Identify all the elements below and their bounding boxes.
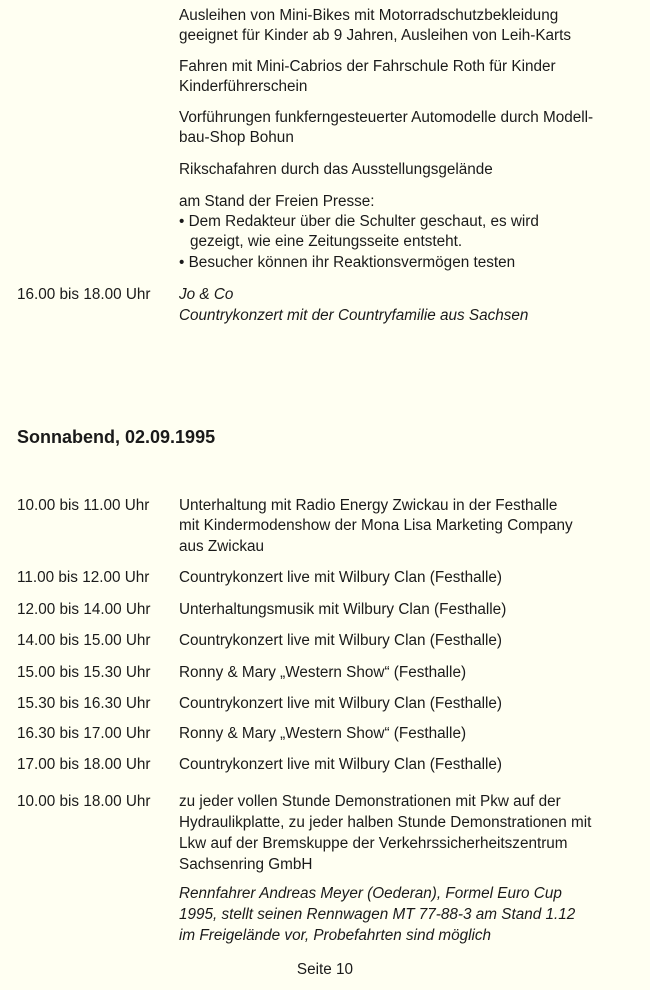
event-description: Countrykonzert live mit Wilbury Clan (Festhalle) xyxy=(179,756,503,773)
event-description: Countrykonzert live mit Wilbury Clan (Festhalle) xyxy=(179,632,503,649)
bullet-line: • Dem Redakteur über die Schulter geschaut, es wird xyxy=(179,213,539,230)
event-description: Unterhaltung mit Radio Energy Zwickau in der Festhalle xyxy=(179,497,558,514)
text-line: Kinderführerschein xyxy=(179,78,308,95)
text-line: Rikschafahren durch das Ausstellungsgelände xyxy=(179,161,493,178)
event-description: Countrykonzert mit der Countryfamilie aus Sachsen xyxy=(179,307,529,324)
text-line: geeignet für Kinder ab 9 Jahren, Ausleihen von Leih-Karts xyxy=(179,27,572,44)
time-range: 17.00 bis 18.00 Uhr xyxy=(17,756,151,773)
time-range: 15.30 bis 16.30 Uhr xyxy=(17,695,151,712)
event-description: Ronny & Mary „Western Show“ (Festhalle) xyxy=(179,725,467,742)
time-range: 16.30 bis 17.00 Uhr xyxy=(17,725,151,742)
time-range: 11.00 bis 12.00 Uhr xyxy=(17,569,150,586)
time-range: 10.00 bis 11.00 Uhr xyxy=(17,497,150,514)
event-description: Hydraulikplatte, zu jeder halben Stunde Demonstrationen mit xyxy=(179,814,592,831)
note-line: 1995, stellt seinen Rennwagen MT 77-88-3 am Stand 1.12 xyxy=(179,906,576,923)
event-title: Jo & Co xyxy=(179,286,234,303)
event-description: Countrykonzert live mit Wilbury Clan (Festhalle) xyxy=(179,569,503,586)
time-range: 10.00 bis 18.00 Uhr xyxy=(17,793,151,810)
bullet-line: • Besucher können ihr Reaktionsvermögen testen xyxy=(179,254,516,271)
page-number: Seite 10 xyxy=(296,961,354,978)
time-range: 14.00 bis 15.00 Uhr xyxy=(17,632,151,649)
event-description: Unterhaltungsmusik mit Wilbury Clan (Festhalle) xyxy=(179,601,507,618)
event-description: zu jeder vollen Stunde Demonstrationen mit Pkw auf der xyxy=(179,793,561,810)
text-line: Vorführungen funkferngesteuerter Automodelle durch Modell- xyxy=(179,109,594,126)
text-line: Ausleihen von Mini-Bikes mit Motorradschutzbekleidung xyxy=(179,7,559,24)
text-line: Fahren mit Mini-Cabrios der Fahrschule Roth für Kinder xyxy=(179,58,556,75)
text-line: bau-Shop Bohun xyxy=(179,129,294,146)
event-description: Sachsenring GmbH xyxy=(179,856,313,873)
text-line: am Stand der Freien Presse: xyxy=(179,193,375,210)
event-description: mit Kindermodenshow der Mona Lisa Marketing Company xyxy=(179,517,573,534)
time-range: 15.00 bis 15.30 Uhr xyxy=(17,664,151,681)
event-description: Countrykonzert live mit Wilbury Clan (Festhalle) xyxy=(179,695,503,712)
text-line: gezeigt, wie eine Zeitungsseite entsteht. xyxy=(190,233,463,250)
note-line: im Freigelände vor, Probefahrten sind möglich xyxy=(179,927,492,944)
event-description: Ronny & Mary „Western Show“ (Festhalle) xyxy=(179,664,467,681)
event-description: aus Zwickau xyxy=(179,538,265,555)
note-line: Rennfahrer Andreas Meyer (Oederan), Formel Euro Cup xyxy=(179,885,562,902)
section-heading: Sonnabend, 02.09.1995 xyxy=(17,427,216,447)
time-range: 12.00 bis 14.00 Uhr xyxy=(17,601,151,618)
event-description: Lkw auf der Bremskuppe der Verkehrssicherheitszentrum xyxy=(179,835,568,852)
time-range: 16.00 bis 18.00 Uhr xyxy=(17,286,151,303)
